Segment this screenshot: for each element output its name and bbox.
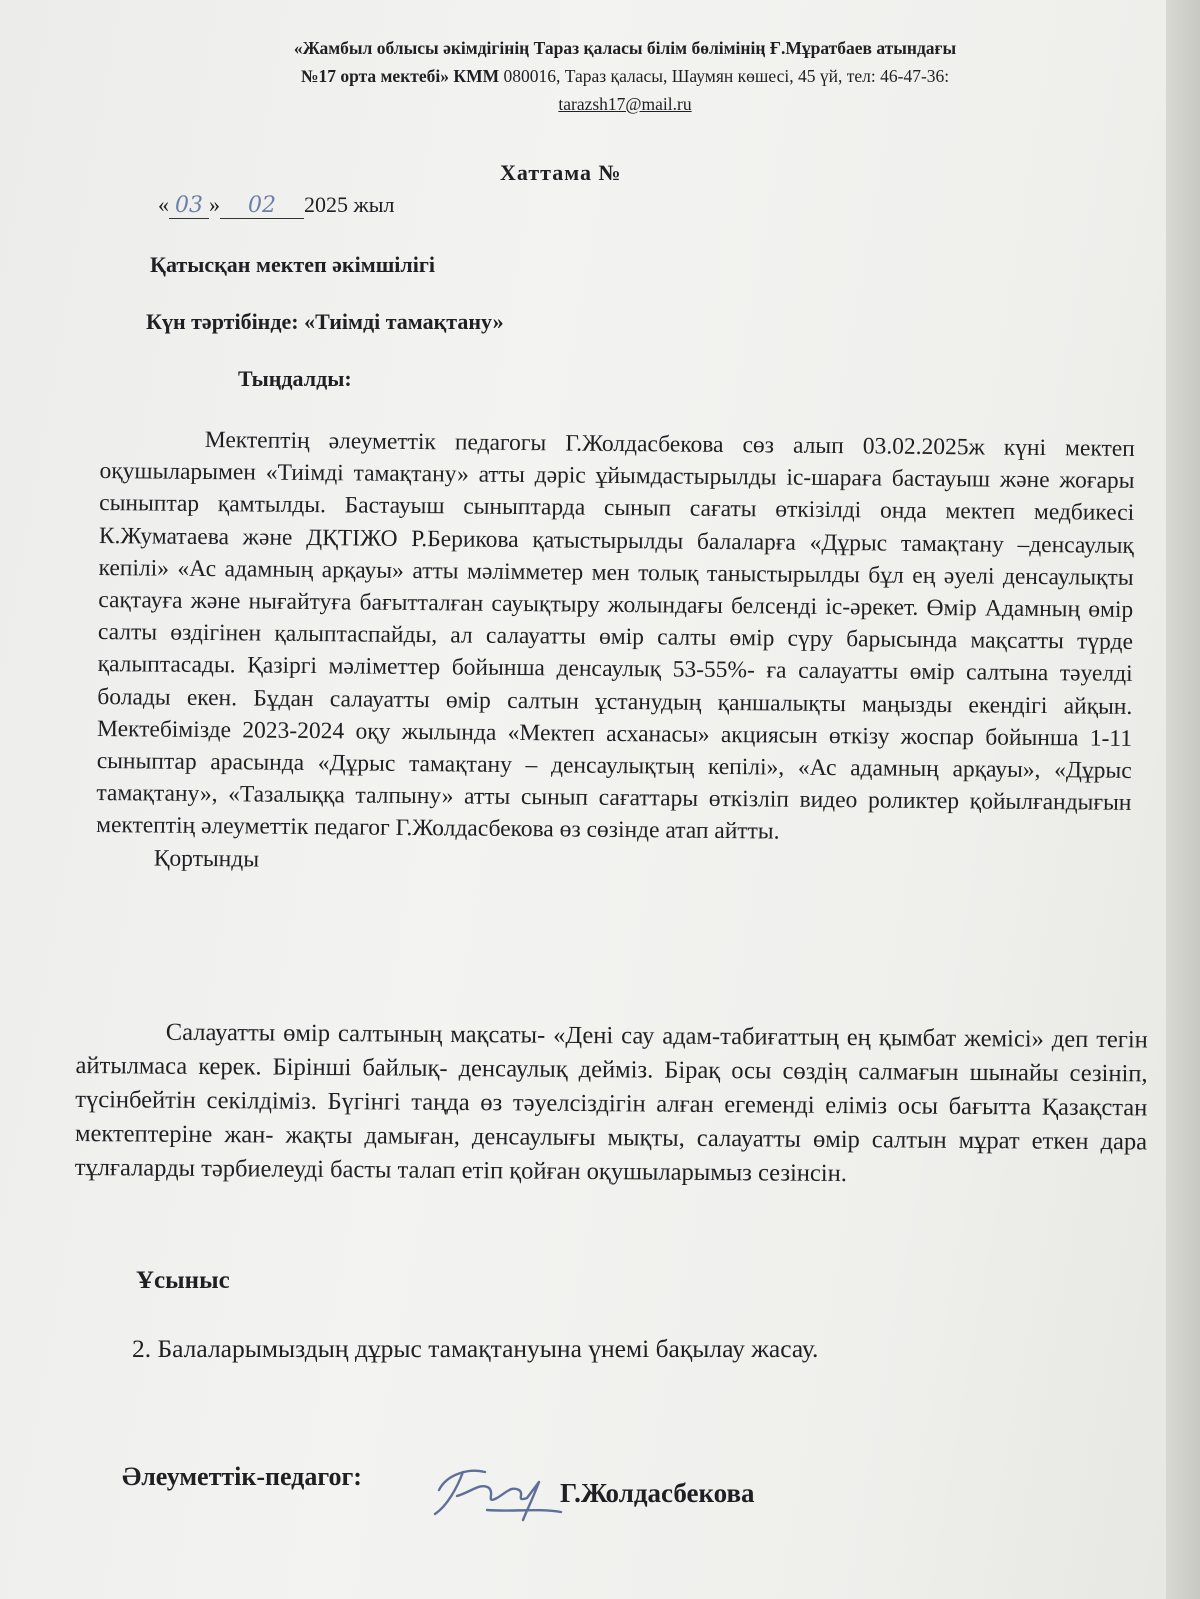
letterhead-line-1: «Жамбыл облысы әкімдігінің Тараз қаласы білім бөлімінің Ғ.Мұратбаев атындағы	[293, 38, 957, 58]
protocol-date	[158, 192, 394, 218]
date-close-quote: »	[209, 192, 220, 217]
agenda-line: Күн тәртібінде: «Тиімді тамақтану»	[146, 309, 504, 334]
letterhead-line-2	[175, 62, 1075, 90]
letterhead	[175, 34, 1075, 118]
date-year: 2025 жыл	[304, 192, 395, 217]
recommendation-heading: Ұсыныс	[136, 1267, 230, 1294]
protocol-title: Хаттама №	[500, 160, 622, 185]
conclusion-section	[75, 1015, 1148, 1193]
page-edge-shadow	[1166, 0, 1200, 1599]
heard-section	[96, 423, 1135, 884]
date-month-handwritten: 02	[220, 193, 304, 219]
conclusion-heading: Қортынды	[153, 845, 260, 873]
handwritten-signature	[427, 1452, 567, 1527]
attended-line: Қатысқан мектеп әкімшілігі	[150, 252, 435, 277]
letterhead-address: 080016, Тараз қаласы, Шаумян көшесі, 45 үй, тел: 46-47-36:	[499, 66, 950, 86]
recommendation-item: 2. Балаларымыздың дұрыс тамақтануына үнемі бақылау жасау.	[132, 1334, 819, 1363]
conclusion-paragraph: Салауатты өмір салтының мақсаты- «Дені сау адам-табиғаттың ең қымбат жемісі» деп тегін айтылмаса керек. Бірінші байлық- денсаулық дейміз. Бірақ осы сөздің салмағын шынайы сезініп, түсінбейтін секілдіміз. Бүгінгі таңда өз тәуелсіздігін алған егеменді еліміз осы бағытта Қазақстан мектептеріне жан- жақты дамыған, денсаулығы мықты, салауатты өмір салтын мұрат еткен дара тұлғаларды тәрбиелеуді басты талап етіп қойған оқушыларымыз сезінсін.	[74, 1018, 1148, 1188]
signature-name: Г.Жолдасбекова	[560, 1478, 755, 1508]
letterhead-email-line	[175, 90, 1075, 118]
heard-heading: Тыңдалды:	[238, 366, 352, 391]
date-day-handwritten: 03	[169, 193, 209, 219]
signature-role: Әлеуметтік-педагог:	[122, 1462, 362, 1491]
date-open-quote: «	[158, 192, 169, 217]
heard-paragraph: Мектептің әлеуметтік педагогы Г.Жолдасбекова сөз алып 03.02.2025ж күні мектеп оқушыларымен «Тиімді тамақтану» атты дәріс ұйымдастырылды іс-шараға бастауыш және жоғары сыныптар қамтылды. Бастауыш сыныптарда сынып сағаты өткізілді онда мектеп медбикесі К.Жуматаева және ДҚТІЖО Р.Берикова қатыстырылды балаларға «Дұрыс тамақтану –денсаулық кепілі» «Ас адамның арқауы» атты мәлімметер мен толық таныстырылды бұл ең әуелі денсаулықты сақтауға және нығайтуға бағытталған сауықтыру жолындағы белсенді іс-әрекет. Өмір Адамның өмір салты өздігінен қалыптаспайды, ал салауатты өмір салты өмір сүру барысында мақсатты түрде қалыптасады. Қазіргі мәліметтер бойынша денсаулық 53-55%- ға салауатты өмір салтына тәуелді болады екен. Бұдан салауатты өмір салтын ұстанудың қаншалықты маңызды екендігі айқын. Мектебімізде 2023-2024 оқу жылында «Мектеп асханасы» акциясын өткізу жоспар бойынша 1-11 сыныптар арасында «Дұрыс тамақтану – денсаулықтың кепілі», «Ас адамның арқауы», «Дұрыс тамақтану», «Тазалыққа талпыну» атты сынып сағаттары өткізліп видео роликтер қойылғандығын мектептің әлеуметтік педагог Г.Жолдасбекова өз сөзінде атап айтты.	[96, 427, 1135, 845]
letterhead-email-link[interactable]: tarazsh17@mail.ru	[558, 94, 692, 114]
letterhead-school-name: №17 орта мектебі» КММ	[300, 66, 500, 86]
signature-block	[122, 1452, 922, 1532]
